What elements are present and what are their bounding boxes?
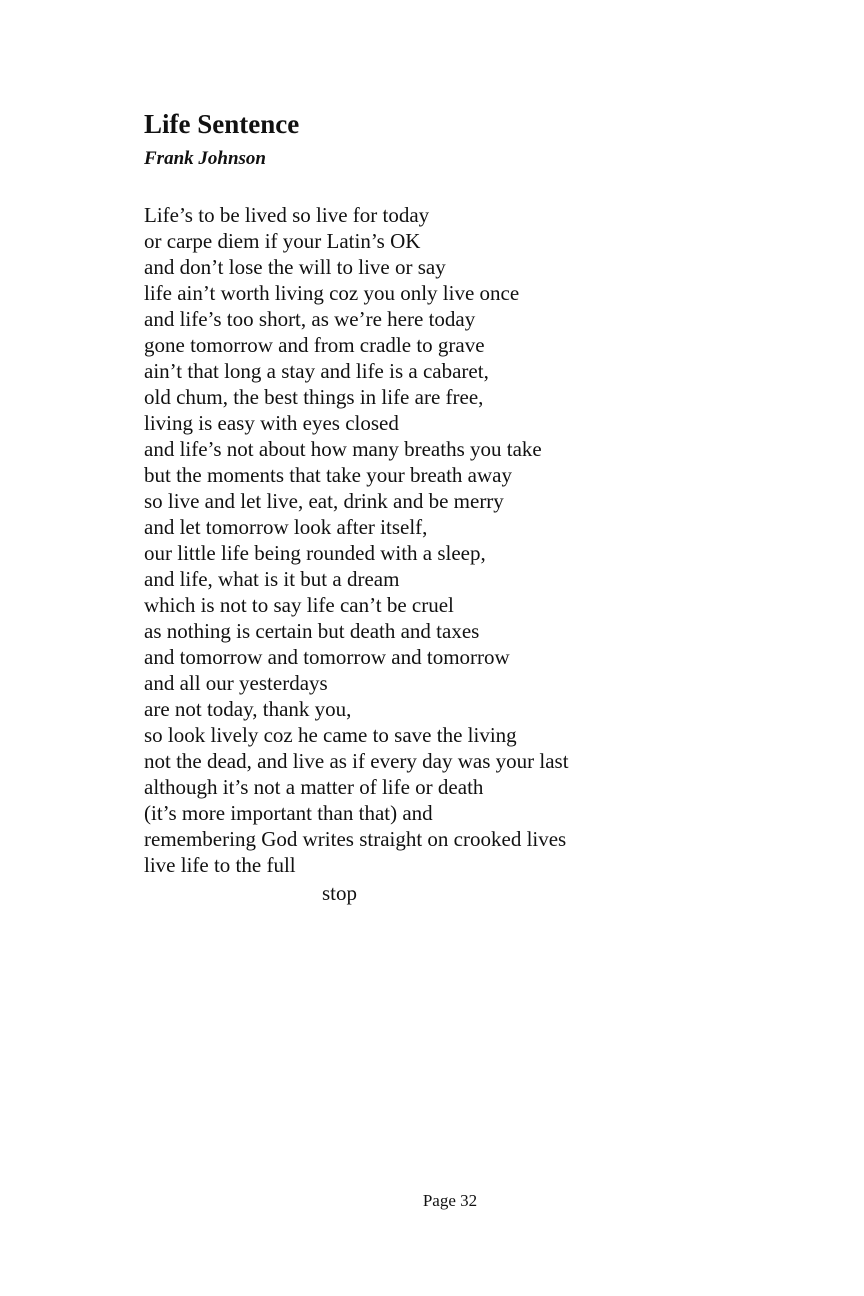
poem-line: and let tomorrow look after itself, xyxy=(144,515,428,539)
poem-final-word: stop xyxy=(322,881,358,905)
poem-line: and life’s not about how many breaths you take xyxy=(144,437,542,461)
poem-body xyxy=(144,202,569,878)
poem-line: gone tomorrow and from cradle to grave xyxy=(144,333,485,357)
poem-line: and don’t lose the will to live or say xyxy=(144,255,446,279)
poem-line: so live and let live, eat, drink and be merry xyxy=(144,489,504,513)
poem-line: remembering God writes straight on crooked lives xyxy=(144,827,567,851)
poem-line: ain’t that long a stay and life is a cabaret, xyxy=(144,359,489,383)
poem-line: our little life being rounded with a sleep, xyxy=(144,541,486,565)
poem-title: Life Sentence xyxy=(144,109,300,139)
poem-line: life ain’t worth living coz you only live once xyxy=(144,281,520,305)
poem-author: Frank Johnson xyxy=(144,148,266,169)
poem-line: not the dead, and live as if every day was your last xyxy=(144,749,569,773)
page-number: Page 32 xyxy=(422,1191,478,1210)
poem-line: as nothing is certain but death and taxes xyxy=(144,619,480,643)
poem-line: (it’s more important than that) and xyxy=(144,801,433,825)
poem-line: and tomorrow and tomorrow and tomorrow xyxy=(144,645,510,669)
poem-line: live life to the full xyxy=(144,853,296,877)
poem-line: which is not to say life can’t be cruel xyxy=(144,593,454,617)
poem-line: and life’s too short, as we’re here today xyxy=(144,307,476,331)
poem-line: and all our yesterdays xyxy=(144,671,328,695)
poem-line: and life, what is it but a dream xyxy=(144,567,400,591)
poem-line: Life’s to be lived so live for today xyxy=(144,203,430,227)
poem-line: old chum, the best things in life are free, xyxy=(144,385,484,409)
poem-line: are not today, thank you, xyxy=(144,697,352,721)
poem-line: although it’s not a matter of life or death xyxy=(144,775,484,799)
poem-line: so look lively coz he came to save the living xyxy=(144,723,517,747)
poem-line: living is easy with eyes closed xyxy=(144,411,399,435)
poem-line: but the moments that take your breath away xyxy=(144,463,512,487)
poem-line: or carpe diem if your Latin’s OK xyxy=(144,229,421,253)
